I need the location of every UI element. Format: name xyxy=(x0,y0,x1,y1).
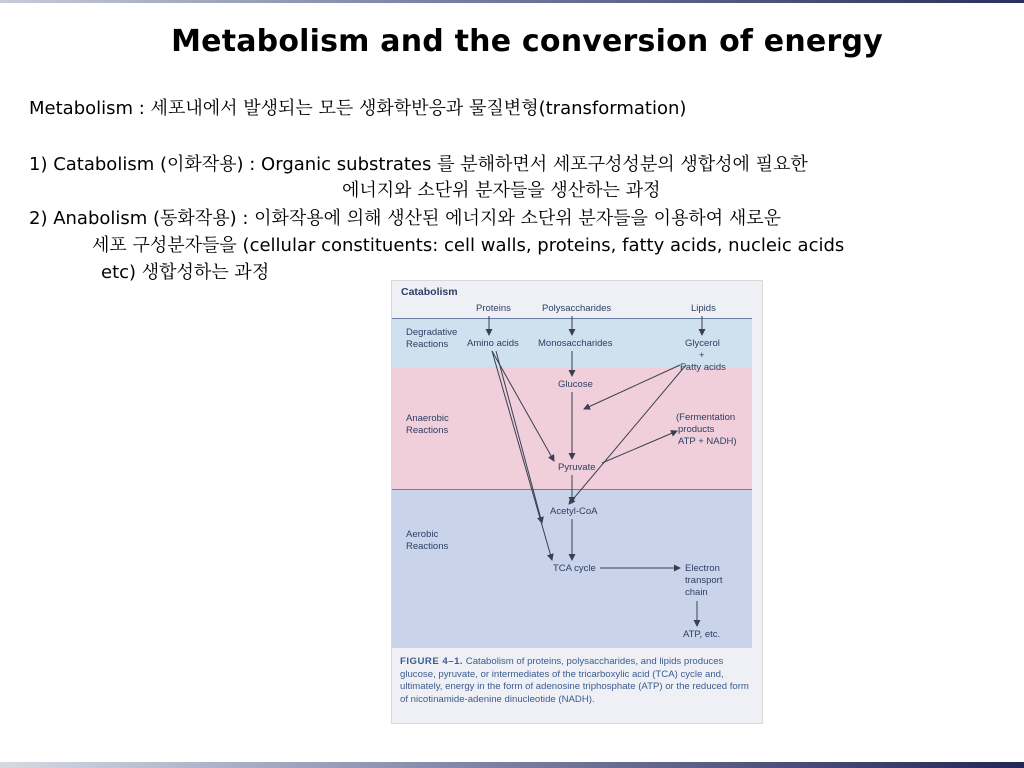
degradative-label-2: Reactions xyxy=(406,339,449,350)
arrow-amino-tca xyxy=(492,351,552,560)
top-rule xyxy=(0,0,1024,3)
arrow-amino-pyruvate xyxy=(492,351,554,461)
glucose-label: Glucose xyxy=(558,379,593,390)
atp-label: ATP, etc. xyxy=(683,629,721,640)
amino-acids-label: Amino acids xyxy=(467,338,519,349)
catabolism-line-2: 에너지와 소단위 분자들을 생산하는 과정 xyxy=(342,180,661,201)
fermentation-label: (Fermentation xyxy=(676,412,736,423)
anabolism-line-1: 2) Anabolism (동화작용) : 이화작용에 의해 생산된 에너지와 소단위 분자들을 이용하여 새로운 xyxy=(29,208,782,229)
catabolism-line-1: 1) Catabolism (이화작용) : Organic substrates 를 분해하면서 세포구성성분의 생합성에 필요한 xyxy=(29,154,808,175)
tca-cycle-label: TCA cycle xyxy=(553,563,596,574)
glycerol-label: Glycerol xyxy=(685,338,720,349)
caption-label: FIGURE 4–1. xyxy=(400,656,464,667)
aerobic-label: Aerobic xyxy=(406,529,439,540)
polysaccharides-label: Polysaccharides xyxy=(542,303,612,314)
catabolism-figure xyxy=(391,280,763,724)
monosaccharides-label: Monosaccharides xyxy=(538,338,613,349)
lipids-label: Lipids xyxy=(691,303,716,314)
plus-label: + xyxy=(699,350,705,361)
pyruvate-label: Pyruvate xyxy=(558,462,596,473)
figure-caption xyxy=(400,656,752,706)
fermentation-label-3: ATP + NADH) xyxy=(678,436,737,447)
anaerobic-label-2: Reactions xyxy=(406,425,449,436)
metabolism-definition: Metabolism : 세포내에서 발생되는 모든 생화학반응과 물질변형(transformation) xyxy=(29,98,687,119)
arrow-pyruvate-fermentation xyxy=(602,431,677,463)
pathway-arrows xyxy=(392,281,762,651)
bottom-rule xyxy=(0,762,1024,768)
arrow-glycerol-glycolysis xyxy=(584,365,680,409)
figure-heading: Catabolism xyxy=(401,286,458,298)
caption-text: Catabolism of proteins, polysaccharides, and lipids produces glucose, pyruvate, or intermediates of the tricarboxylic acid (TCA) cycle and, ultimately, energy in the form of adenosine triphosphate (ATP) or the reduced form of nicotinamide-adenine dinucleotide (NADH). xyxy=(400,656,749,705)
arrow-amino-acetyl xyxy=(496,351,542,523)
anaerobic-label: Anaerobic xyxy=(406,413,449,424)
degradative-label: Degradative xyxy=(406,327,458,338)
electron-label-3: chain xyxy=(685,587,708,598)
acetyl-coa-label: Acetyl-CoA xyxy=(550,506,598,517)
anabolism-line-2: 세포 구성분자들을 (cellular constituents: cell walls, proteins, fatty acids, nucleic acids xyxy=(92,235,845,256)
slide-title: Metabolism and the conversion of energy xyxy=(171,24,883,59)
fermentation-label-2: products xyxy=(678,424,715,435)
anabolism-line-3: etc) 생합성하는 과정 xyxy=(101,262,270,283)
proteins-label: Proteins xyxy=(476,303,511,314)
fatty-acids-label: Fatty acids xyxy=(680,362,726,373)
electron-label: Electron xyxy=(685,563,720,574)
aerobic-label-2: Reactions xyxy=(406,541,449,552)
electron-label-2: transport xyxy=(685,575,723,586)
